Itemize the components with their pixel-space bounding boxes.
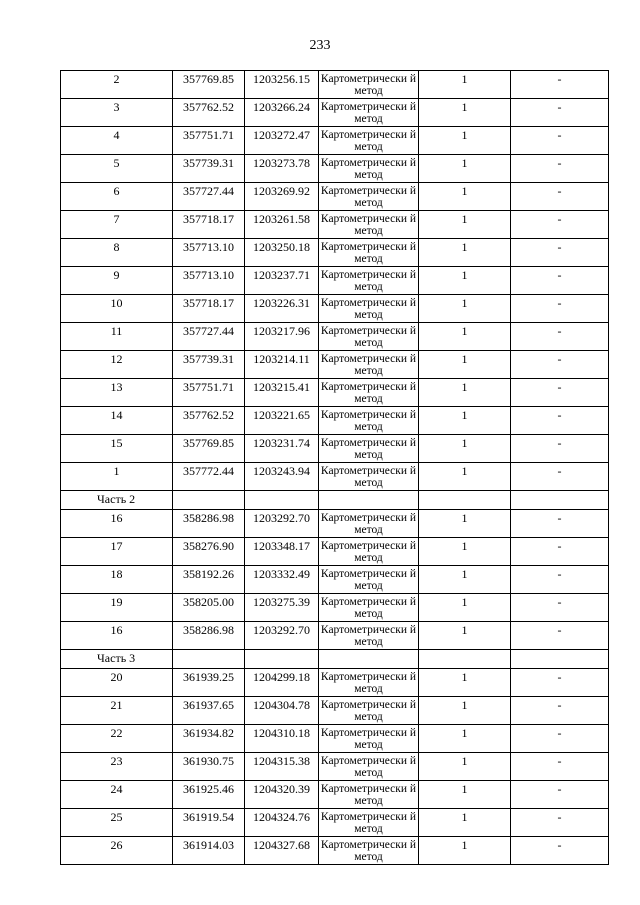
method-cell: Картометрически й метод (319, 183, 419, 211)
method-cell: Картометрически й метод (319, 594, 419, 622)
description-cell: - (511, 725, 609, 753)
table-row (61, 725, 609, 753)
table-row (61, 809, 609, 837)
point-number-cell: 7 (61, 211, 173, 239)
point-number-cell: 24 (61, 781, 173, 809)
description-cell: - (511, 809, 609, 837)
description-cell: - (511, 295, 609, 323)
method-cell: Картометрически й метод (319, 267, 419, 295)
description-cell: - (511, 351, 609, 379)
description-cell: - (511, 155, 609, 183)
method-cell: Картометрически й метод (319, 809, 419, 837)
point-number-cell: 16 (61, 510, 173, 538)
point-number-cell: 19 (61, 594, 173, 622)
accuracy-cell: 1 (419, 379, 511, 407)
accuracy-cell: 1 (419, 566, 511, 594)
x-coordinate-cell: 357772.44 (173, 463, 245, 491)
accuracy-cell: 1 (419, 781, 511, 809)
y-coordinate-cell: 1203231.74 (245, 435, 319, 463)
table-row (61, 669, 609, 697)
table-row (61, 99, 609, 127)
description-cell: - (511, 510, 609, 538)
method-cell: Картометрически й метод (319, 622, 419, 650)
accuracy-cell: 1 (419, 99, 511, 127)
point-number-cell: 11 (61, 323, 173, 351)
description-cell: - (511, 566, 609, 594)
point-number-cell: 22 (61, 725, 173, 753)
method-cell: Картометрически й метод (319, 323, 419, 351)
table-row (61, 127, 609, 155)
accuracy-cell: 1 (419, 295, 511, 323)
x-coordinate-cell: 358205.00 (173, 594, 245, 622)
table-row (61, 510, 609, 538)
y-coordinate-cell: 1203221.65 (245, 407, 319, 435)
point-number-cell: 5 (61, 155, 173, 183)
table-row (61, 351, 609, 379)
method-cell: Картометрически й метод (319, 753, 419, 781)
x-coordinate-cell: 361934.82 (173, 725, 245, 753)
x-coordinate-cell: 358286.98 (173, 510, 245, 538)
y-coordinate-cell: 1203292.70 (245, 510, 319, 538)
y-coordinate-cell: 1203348.17 (245, 538, 319, 566)
accuracy-cell: 1 (419, 239, 511, 267)
method-cell: Картометрически й метод (319, 463, 419, 491)
accuracy-cell: 1 (419, 323, 511, 351)
description-cell: - (511, 669, 609, 697)
point-number-cell: 25 (61, 809, 173, 837)
point-number-cell: 2 (61, 71, 173, 99)
point-number-cell: 16 (61, 622, 173, 650)
table-row (61, 837, 609, 865)
table-row (61, 71, 609, 99)
method-cell: Картометрически й метод (319, 510, 419, 538)
accuracy-cell: 1 (419, 211, 511, 239)
description-cell: - (511, 379, 609, 407)
accuracy-cell: 1 (419, 837, 511, 865)
accuracy-cell: 1 (419, 127, 511, 155)
point-number-cell: 14 (61, 407, 173, 435)
point-number-cell: 12 (61, 351, 173, 379)
y-coordinate-cell: 1203273.78 (245, 155, 319, 183)
x-coordinate-cell: 357718.17 (173, 211, 245, 239)
empty-cell (173, 650, 245, 669)
empty-cell (245, 491, 319, 510)
method-cell: Картометрически й метод (319, 566, 419, 594)
point-number-cell: 1 (61, 463, 173, 491)
y-coordinate-cell: 1203275.39 (245, 594, 319, 622)
table-row (61, 697, 609, 725)
x-coordinate-cell: 357739.31 (173, 351, 245, 379)
y-coordinate-cell: 1203243.94 (245, 463, 319, 491)
point-number-cell: 4 (61, 127, 173, 155)
description-cell: - (511, 99, 609, 127)
x-coordinate-cell: 361939.25 (173, 669, 245, 697)
table-row (61, 435, 609, 463)
y-coordinate-cell: 1203261.58 (245, 211, 319, 239)
coordinates-table-body (61, 71, 609, 865)
point-number-cell: 8 (61, 239, 173, 267)
empty-cell (511, 650, 609, 669)
point-number-cell: 21 (61, 697, 173, 725)
empty-cell (419, 491, 511, 510)
y-coordinate-cell: 1203217.96 (245, 323, 319, 351)
y-coordinate-cell: 1203237.71 (245, 267, 319, 295)
description-cell: - (511, 594, 609, 622)
point-number-cell: 17 (61, 538, 173, 566)
description-cell: - (511, 622, 609, 650)
description-cell: - (511, 463, 609, 491)
point-number-cell: 15 (61, 435, 173, 463)
empty-cell (319, 650, 419, 669)
accuracy-cell: 1 (419, 351, 511, 379)
y-coordinate-cell: 1203272.47 (245, 127, 319, 155)
x-coordinate-cell: 357769.85 (173, 71, 245, 99)
method-cell: Картометрически й метод (319, 211, 419, 239)
x-coordinate-cell: 361914.03 (173, 837, 245, 865)
x-coordinate-cell: 358192.26 (173, 566, 245, 594)
table-row (61, 211, 609, 239)
y-coordinate-cell: 1203214.11 (245, 351, 319, 379)
accuracy-cell: 1 (419, 155, 511, 183)
description-cell: - (511, 435, 609, 463)
description-cell: - (511, 267, 609, 295)
y-coordinate-cell: 1204315.38 (245, 753, 319, 781)
part-header-row (61, 650, 609, 669)
description-cell: - (511, 837, 609, 865)
part-label: Часть 2 (61, 491, 173, 510)
accuracy-cell: 1 (419, 725, 511, 753)
description-cell: - (511, 697, 609, 725)
table-row (61, 267, 609, 295)
x-coordinate-cell: 357718.17 (173, 295, 245, 323)
description-cell: - (511, 127, 609, 155)
description-cell: - (511, 781, 609, 809)
empty-cell (511, 491, 609, 510)
description-cell: - (511, 538, 609, 566)
table-row (61, 295, 609, 323)
y-coordinate-cell: 1203215.41 (245, 379, 319, 407)
table-row (61, 753, 609, 781)
empty-cell (173, 491, 245, 510)
method-cell: Картометрически й метод (319, 127, 419, 155)
x-coordinate-cell: 357762.52 (173, 407, 245, 435)
method-cell: Картометрически й метод (319, 538, 419, 566)
x-coordinate-cell: 357762.52 (173, 99, 245, 127)
table-row (61, 566, 609, 594)
method-cell: Картометрически й метод (319, 99, 419, 127)
description-cell: - (511, 211, 609, 239)
point-number-cell: 26 (61, 837, 173, 865)
x-coordinate-cell: 357751.71 (173, 127, 245, 155)
y-coordinate-cell: 1204304.78 (245, 697, 319, 725)
table-row (61, 323, 609, 351)
accuracy-cell: 1 (419, 594, 511, 622)
x-coordinate-cell: 357713.10 (173, 239, 245, 267)
y-coordinate-cell: 1204320.39 (245, 781, 319, 809)
x-coordinate-cell: 357727.44 (173, 183, 245, 211)
accuracy-cell: 1 (419, 622, 511, 650)
table-row (61, 407, 609, 435)
x-coordinate-cell: 361919.54 (173, 809, 245, 837)
y-coordinate-cell: 1204310.18 (245, 725, 319, 753)
table-row (61, 781, 609, 809)
y-coordinate-cell: 1203292.70 (245, 622, 319, 650)
empty-cell (245, 650, 319, 669)
description-cell: - (511, 323, 609, 351)
method-cell: Картометрически й метод (319, 379, 419, 407)
y-coordinate-cell: 1203332.49 (245, 566, 319, 594)
x-coordinate-cell: 357769.85 (173, 435, 245, 463)
x-coordinate-cell: 358276.90 (173, 538, 245, 566)
method-cell: Картометрически й метод (319, 295, 419, 323)
method-cell: Картометрически й метод (319, 669, 419, 697)
empty-cell (419, 650, 511, 669)
table-row (61, 155, 609, 183)
method-cell: Картометрически й метод (319, 725, 419, 753)
point-number-cell: 10 (61, 295, 173, 323)
coordinates-table (60, 70, 609, 865)
method-cell: Картометрически й метод (319, 71, 419, 99)
part-header-row (61, 491, 609, 510)
accuracy-cell: 1 (419, 267, 511, 295)
y-coordinate-cell: 1204299.18 (245, 669, 319, 697)
y-coordinate-cell: 1203269.92 (245, 183, 319, 211)
x-coordinate-cell: 357727.44 (173, 323, 245, 351)
accuracy-cell: 1 (419, 71, 511, 99)
point-number-cell: 13 (61, 379, 173, 407)
point-number-cell: 20 (61, 669, 173, 697)
method-cell: Картометрически й метод (319, 435, 419, 463)
x-coordinate-cell: 361925.46 (173, 781, 245, 809)
accuracy-cell: 1 (419, 697, 511, 725)
point-number-cell: 18 (61, 566, 173, 594)
accuracy-cell: 1 (419, 809, 511, 837)
method-cell: Картометрически й метод (319, 239, 419, 267)
accuracy-cell: 1 (419, 753, 511, 781)
point-number-cell: 9 (61, 267, 173, 295)
accuracy-cell: 1 (419, 183, 511, 211)
description-cell: - (511, 71, 609, 99)
table-row (61, 239, 609, 267)
accuracy-cell: 1 (419, 510, 511, 538)
table-row (61, 538, 609, 566)
part-label: Часть 3 (61, 650, 173, 669)
accuracy-cell: 1 (419, 538, 511, 566)
point-number-cell: 3 (61, 99, 173, 127)
accuracy-cell: 1 (419, 669, 511, 697)
x-coordinate-cell: 357713.10 (173, 267, 245, 295)
description-cell: - (511, 183, 609, 211)
x-coordinate-cell: 357751.71 (173, 379, 245, 407)
accuracy-cell: 1 (419, 463, 511, 491)
method-cell: Картометрически й метод (319, 351, 419, 379)
y-coordinate-cell: 1203256.15 (245, 71, 319, 99)
y-coordinate-cell: 1204327.68 (245, 837, 319, 865)
page-number: 233 (309, 38, 331, 53)
accuracy-cell: 1 (419, 407, 511, 435)
point-number-cell: 23 (61, 753, 173, 781)
method-cell: Картометрически й метод (319, 155, 419, 183)
table-row (61, 594, 609, 622)
description-cell: - (511, 407, 609, 435)
point-number-cell: 6 (61, 183, 173, 211)
table-row (61, 183, 609, 211)
y-coordinate-cell: 1204324.76 (245, 809, 319, 837)
x-coordinate-cell: 361937.65 (173, 697, 245, 725)
table-row (61, 379, 609, 407)
accuracy-cell: 1 (419, 435, 511, 463)
method-cell: Картометрически й метод (319, 697, 419, 725)
table-row (61, 463, 609, 491)
description-cell: - (511, 753, 609, 781)
empty-cell (319, 491, 419, 510)
method-cell: Картометрически й метод (319, 781, 419, 809)
x-coordinate-cell: 357739.31 (173, 155, 245, 183)
y-coordinate-cell: 1203266.24 (245, 99, 319, 127)
table-row (61, 622, 609, 650)
description-cell: - (511, 239, 609, 267)
method-cell: Картометрически й метод (319, 837, 419, 865)
x-coordinate-cell: 361930.75 (173, 753, 245, 781)
y-coordinate-cell: 1203226.31 (245, 295, 319, 323)
method-cell: Картометрически й метод (319, 407, 419, 435)
y-coordinate-cell: 1203250.18 (245, 239, 319, 267)
x-coordinate-cell: 358286.98 (173, 622, 245, 650)
